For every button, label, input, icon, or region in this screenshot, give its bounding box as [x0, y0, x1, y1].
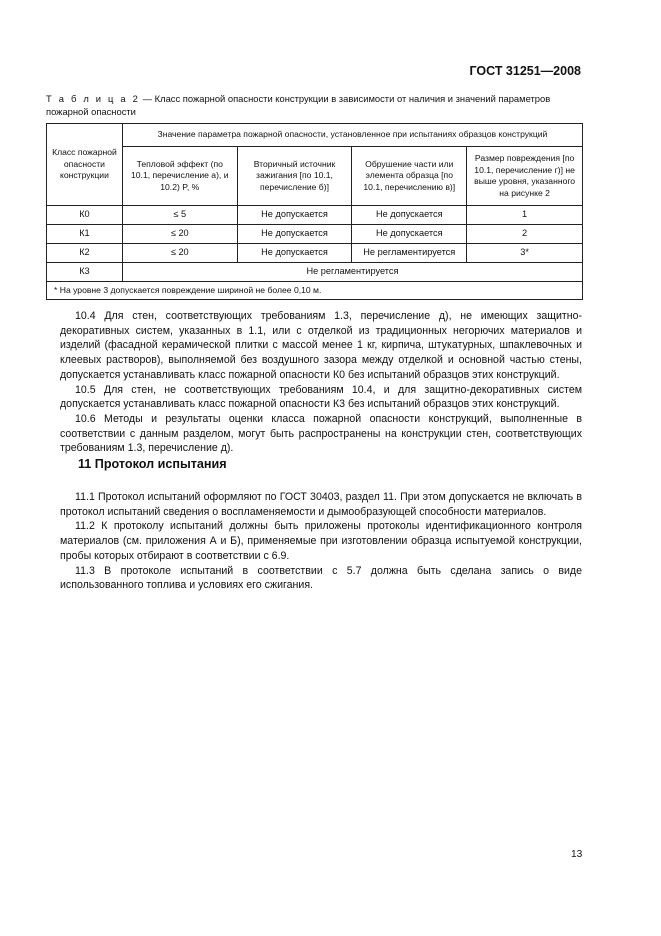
header-secondary-source: Вторичный источник зажигания [по 10.1, перечисление б)]	[237, 147, 352, 206]
cell-secondary: Не допускается	[237, 206, 352, 225]
cell-damage: 3*	[467, 244, 583, 263]
cell-class: К0	[47, 206, 123, 225]
table-caption-text: — Класс пожарной опасности конструкции в зависимости от наличия и значений параметров пожарной опасности	[46, 93, 551, 117]
section-heading: 11 Протокол испытания	[78, 457, 227, 471]
paragraph-11-2: 11.2 К протоколу испытаний должны быть приложены протоколы идентификационного контроля материалов (см. приложения А и Б), применяемые при изготовлении образца испытуемой конструкции, пробы которых отбирают в соответствии с 6.9.	[60, 520, 582, 562]
paragraph-10-5: 10.5 Для стен, не соответствующих требованиям 10.4, и для защитно-декоративных систем допускается устанавливать класс пожарной опасности К3 без испытаний образцов этих конструкций.	[60, 383, 582, 411]
paragraph-11-3: 11.3 В протоколе испытаний в соответствии с 5.7 должна быть сделана запись о виде использованного топлива и условиях его сжигания.	[60, 564, 582, 592]
table-row	[47, 206, 583, 225]
section-10-text	[60, 309, 582, 456]
table-footnote: * На уровне 3 допускается повреждение шириной не более 0,10 м.	[47, 282, 583, 300]
cell-damage: 2	[467, 225, 583, 244]
table-row-k3	[47, 263, 583, 282]
header-collapse: Обрушение части или элемента образца [по 10.1, перечислению в)]	[352, 147, 467, 206]
document-code: ГОСТ 31251—2008	[469, 64, 581, 78]
cell-collapse: Не допускается	[352, 225, 467, 244]
cell-collapse: Не регламентируется	[352, 244, 467, 263]
cell-secondary: Не допускается	[237, 225, 352, 244]
paragraph-11-1: 11.1 Протокол испытаний оформляют по ГОСТ 30403, раздел 11. При этом допускается не включать в протокол испытаний сведения о воспламеняемости и дымообразующей способности материалов.	[60, 491, 582, 518]
cell-class: К3	[47, 263, 123, 282]
section-11-text	[60, 490, 582, 593]
cell-heat: ≤ 20	[122, 225, 237, 244]
table-row	[47, 244, 583, 263]
cell-heat: ≤ 20	[122, 244, 237, 263]
table-row	[47, 225, 583, 244]
cell-secondary: Не допускается	[237, 244, 352, 263]
fire-class-table	[46, 123, 583, 300]
table-caption	[46, 93, 582, 118]
cell-damage: 1	[467, 206, 583, 225]
header-heat-effect: Тепловой эффект (по 10.1, перечисление а), и 10.2) P, %	[122, 147, 237, 206]
cell-k3-value: Не регламентируется	[122, 263, 582, 282]
cell-heat: ≤ 5	[122, 206, 237, 225]
cell-class: К1	[47, 225, 123, 244]
cell-collapse: Не допускается	[352, 206, 467, 225]
paragraph-10-4: 10.4 Для стен, соответствующих требованиям 1.3, перечисление д), не имеющих защитно-декоративных систем, указанных в 1.1, или с отделкой из традиционных негорючих материалов и изделий (фасадной керамической плитки с массой менее 1 кг, кирпича, штукатурных, шпаклевочных и клеевых растворов), выполняемой без воздушного зазора между отделкой и основной частью стены, допускается устанавливать класс пожарной опасности К0 без испытаний образцов этих конструкций.	[60, 310, 582, 381]
cell-class: К2	[47, 244, 123, 263]
header-class: Класс пожарной опасности конструкции	[47, 124, 123, 206]
table-caption-label: Т а б л и ц а 2	[46, 93, 141, 104]
page-number: 13	[571, 849, 583, 860]
paragraph-10-6: 10.6 Методы и результаты оценки класса пожарной опасности конструкций, выполненные в соответствии с данным разделом, могут быть распространены на конструкции стен, соответствующих требованиям 1.3, перечисление д).	[60, 412, 582, 455]
header-group: Значение параметра пожарной опасности, установленное при испытаниях образцов конструкций	[122, 124, 582, 147]
header-damage-size: Размер повреждения [по 10.1, перечисление г)] не выше уровня, указанного на рисунке 2	[467, 147, 583, 206]
